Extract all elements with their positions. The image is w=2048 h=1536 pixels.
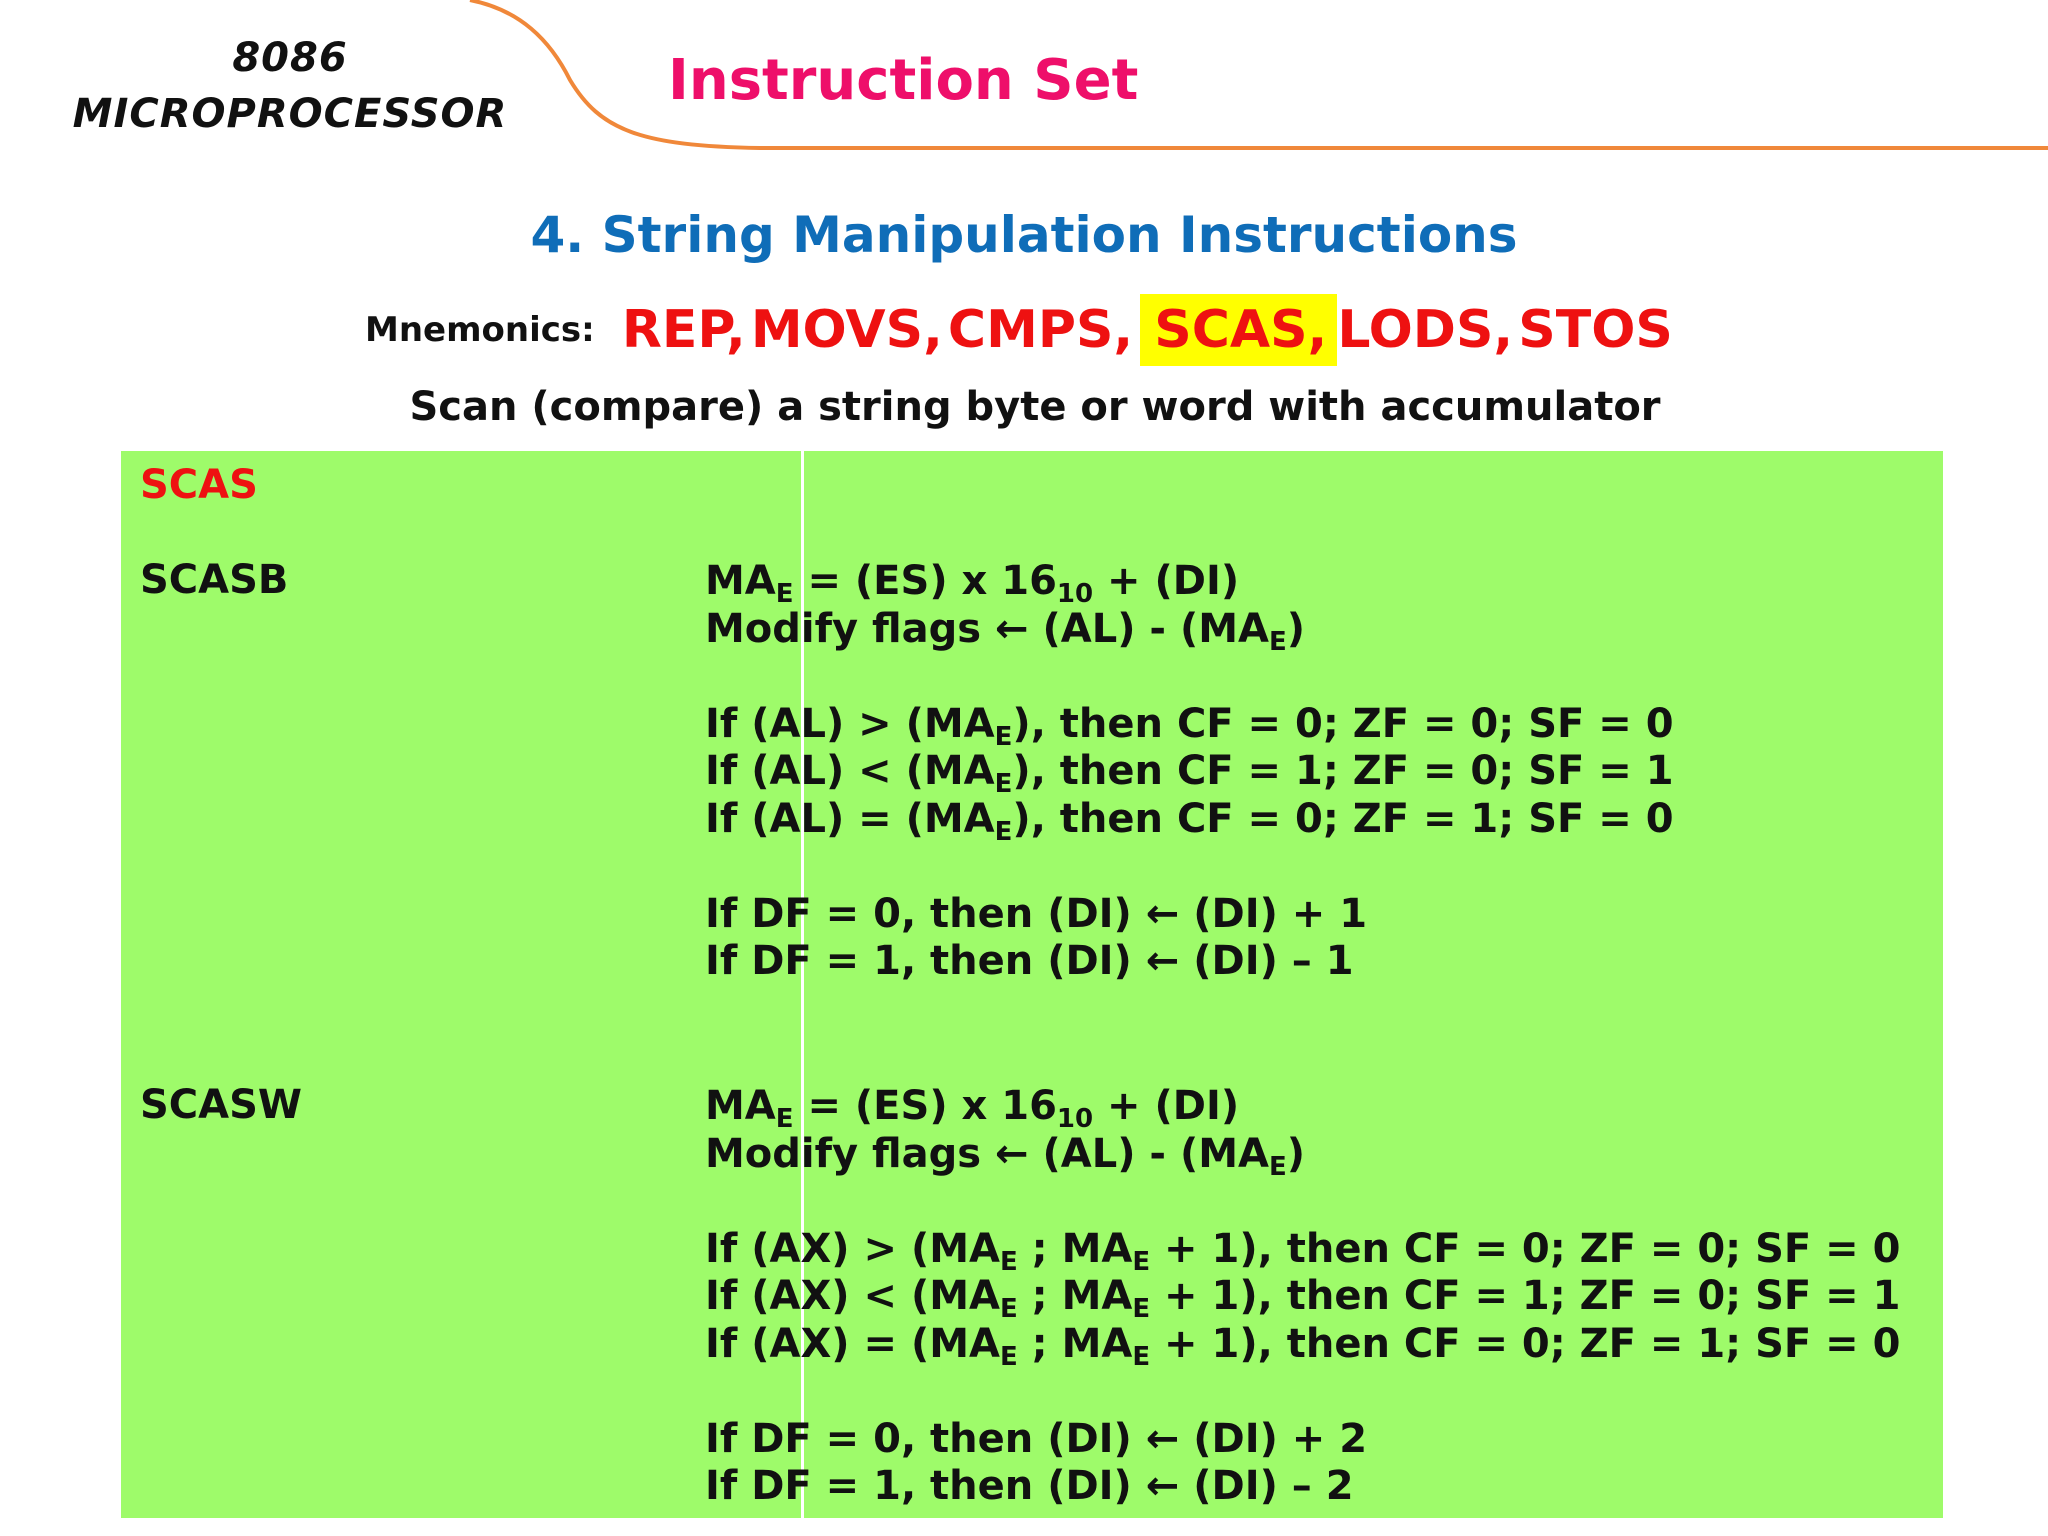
scasw-compare-eq: If $(AX) = (MA_E$ ; $MA_E + 1$), then CF = 0; ZF = 1; SF = 0 [705, 1320, 1901, 1372]
subtitle: Scan (compare) a string byte or word with accumulator [409, 384, 1661, 430]
page-title: Instruction Set [668, 48, 1139, 113]
scasw-modify-line: Modify flags ← $(AL) - (MA_E)$ [705, 1130, 1306, 1182]
logo [40, 30, 540, 142]
scasw-description [705, 1083, 1900, 1511]
section-title: 4. String Manipulation Instructions [530, 206, 1518, 264]
mnemonics-row [365, 300, 1673, 380]
scasb-compare-eq: If $(AL) = (MA_E)$, then CF = 0; ZF = 1; SF = 0 [705, 795, 1674, 847]
scasw-address-line: $MA_E = (ES)$ x $16_{10} + (DI)$ [705, 1083, 1240, 1134]
mnemonic-scas-highlighted: SCAS, [1140, 294, 1337, 366]
scasb-label: SCASB [140, 557, 289, 603]
scasb-df0-line: If DF = 0, then (DI) ← (DI) + 1 [705, 890, 1368, 937]
mnemonic-cmps: CMPS, [947, 300, 1134, 360]
scasb-modify-line: Modify flags ← $(AL) - (MA_E)$ [705, 605, 1306, 657]
scasb-df1-line: If DF = 1, then (DI) ← (DI) – 1 [705, 938, 1354, 984]
mnemonic-rep: REP, [621, 300, 746, 360]
logo-line-1: 8086 [232, 35, 348, 81]
scasb-compare-lt: If $(AL) < (MA_E)$, then CF = 1; ZF = 0; SF = 1 [705, 748, 1674, 799]
scasb-description [705, 558, 1674, 986]
logo-line-2: MICROPROCESSOR [72, 91, 508, 137]
scasw-compare-gt: If $(AX) > (MA_E$ ; $MA_E + 1$), then CF = 0; ZF = 0; SF = 0 [705, 1225, 1901, 1277]
scasb-compare-gt: If $(AL) > (MA_E)$, then CF = 0; ZF = 0; SF = 0 [705, 700, 1674, 752]
mnemonic-lods: LODS, [1337, 300, 1514, 360]
scasw-df1-line: If DF = 1, then (DI) ← (DI) – 2 [705, 1463, 1354, 1509]
mnemonics-label: Mnemonics: [365, 310, 595, 350]
scasw-compare-lt: If $(AX) < (MA_E$ ; $MA_E + 1$), then CF = 1; ZF = 0; SF = 1 [705, 1273, 1901, 1324]
scasb-address-line: $MA_E = (ES)$ x $16_{10} + (DI)$ [705, 558, 1240, 609]
mnemonic-movs: MOVS, [750, 300, 943, 360]
scas-heading: SCAS [140, 462, 258, 508]
mnemonic-stos: STOS [1518, 300, 1673, 360]
scasw-label: SCASW [140, 1082, 303, 1128]
instruction-table [121, 451, 1943, 1518]
scasw-df0-line: If DF = 0, then (DI) ← (DI) + 2 [705, 1415, 1368, 1462]
